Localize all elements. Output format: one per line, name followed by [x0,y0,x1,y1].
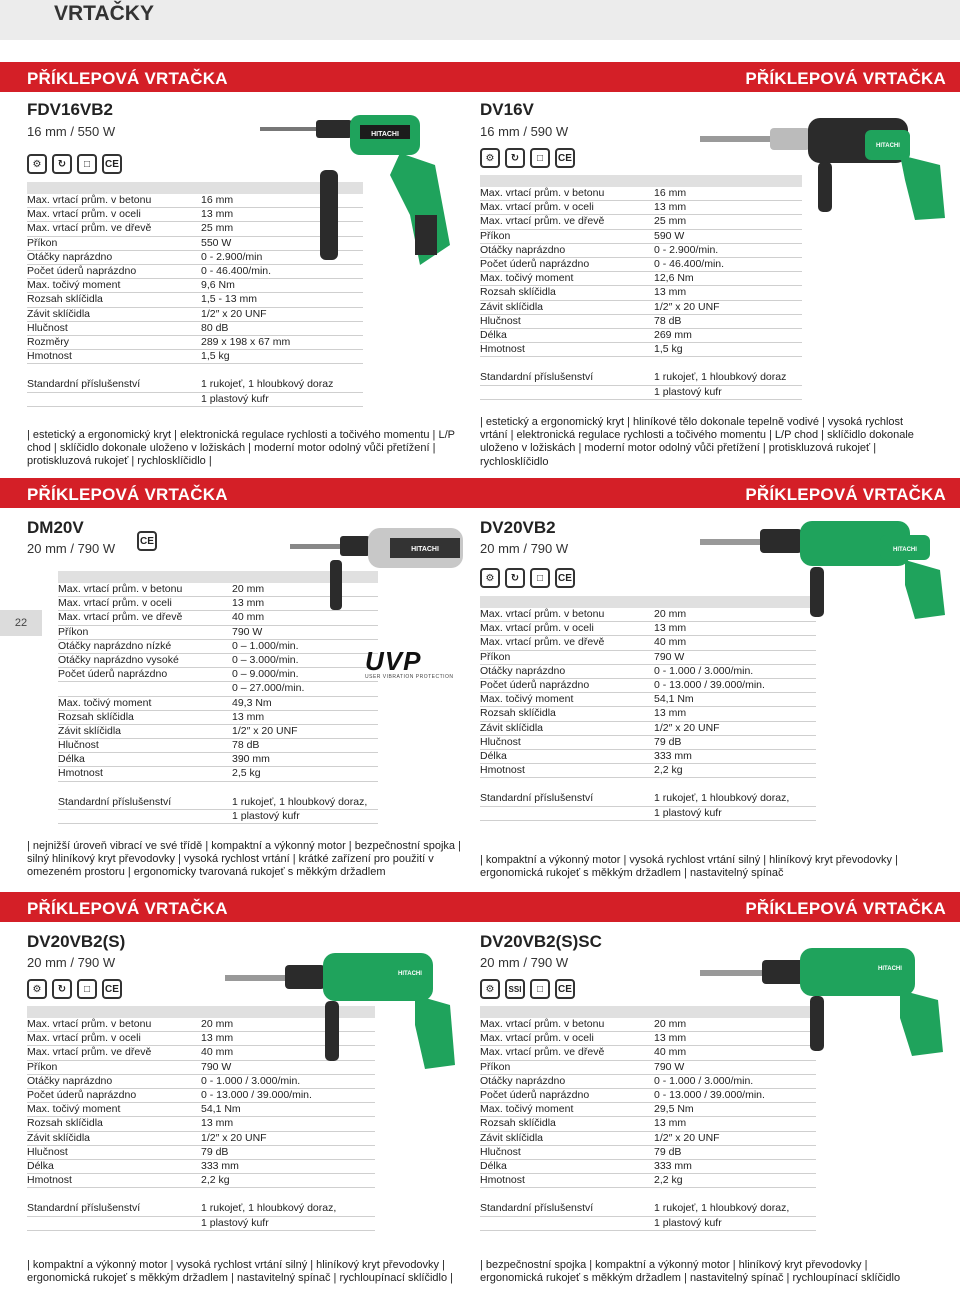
spec-row: Příkon 590 W [480,230,802,244]
rotation-icon: ↻ [52,979,72,999]
shield-icon: ⚙ [480,148,500,168]
spec-row: Max. vrtací prům. ve dřevě 40 mm [27,1046,375,1060]
spec-row: Otáčky naprázdno 0 - 1.000 / 3.000/min. [480,1075,816,1089]
ce-mark-icon: CE [555,979,575,999]
spec-row: Max. vrtací prům. v betonu 20 mm [58,583,378,597]
brand-logo: HITACHI [893,547,917,553]
drill-image-dv20vb2ssc [700,930,950,1060]
spec-row: Otáčky naprázdno 0 - 2.900/min [27,251,363,265]
ssi-icon: SSI [505,979,525,999]
spec-row: Závit sklíčidla 1/2″ x 20 UNF [27,308,363,322]
product-model: DV20VB2(S)SC [480,932,602,951]
shield-icon: ⚙ [480,568,500,588]
spec-row: Příkon 550 W [27,237,363,251]
spec-row: Rozsah sklíčidla 1,5 - 13 mm [27,293,363,307]
spec-row: Hlučnost 79 dB [27,1146,375,1160]
spec-row: Hlučnost 78 dB [480,315,802,329]
spec-row-accessories: Standardní příslušenství 1 rukojeť, 1 hloubkový doraz [480,371,802,385]
shield-icon: ⚙ [27,154,47,174]
spec-row: Hmotnost 2,2 kg [480,1174,816,1188]
section-bar-label-left: PŘÍKLEPOVÁ VRTAČKA [27,69,228,88]
spec-row: Max. vrtací prům. ve dřevě 25 mm [27,222,363,236]
brand-logo: HITACHI [878,966,902,972]
spec-row: Max. točivý moment 12,6 Nm [480,272,802,286]
product-subtitle: 20 mm / 790 W [27,955,116,970]
page-number: 22 [0,610,42,636]
brand-logo: HITACHI [876,143,900,149]
product-subtitle: 16 mm / 550 W [27,124,116,139]
spec-row: Hlučnost 79 dB [480,736,816,750]
product-model: DM20V [27,518,84,537]
spec-row: Hmotnost 1,5 kg [480,343,802,357]
spec-row-accessories-cont: 1 plastový kufr [480,807,816,821]
uvp-logo: UVP USER VIBRATION PROTECTION [365,646,454,680]
product-icons [27,154,122,174]
spec-row-accessories-cont: 1 plastový kufr [480,1217,816,1231]
spec-row: Max. vrtací prům. v oceli 13 mm [58,597,378,611]
square-icon: □ [530,568,550,588]
spec-row: Max. vrtací prům. ve dřevě 40 mm [480,1046,816,1060]
spec-row: Max. vrtací prům. v betonu 20 mm [480,1018,816,1032]
product-model: DV20VB2(S) [27,932,126,951]
spec-row: Otáčky naprázdno 0 - 1.000 / 3.000/min. [27,1075,375,1089]
spec-row-accessories: Standardní příslušenství 1 rukojeť, 1 hloubkový doraz [27,378,363,392]
spec-row: Max. vrtací prům. v oceli 13 mm [480,201,802,215]
spec-row: Délka 333 mm [480,750,816,764]
spec-row: Závit sklíčidla 1/2″ x 20 UNF [480,722,816,736]
drill-image-fdv16vb2 [250,105,460,275]
product-features: | estetický a ergonomický kryt | hliníkové tělo dokonale tepelně vodivé | vysoká rychlost vrtání | elektronická regulace rychlosti a točivého momentu | L/P chod | sklíčidlo dokonale uloženo v ložiskách | moderní motor odolný vůči přetížení | protiskluzová rukojeť | rychlosklíčidlo [480,416,914,468]
spec-row: Příkon 790 W [27,1061,375,1075]
spec-row: Otáčky naprázdno vysoké 0 – 3.000/min. [58,654,378,668]
drill-image-dm20v [290,520,465,620]
spec-row: Rozsah sklíčidla 13 mm [480,707,816,721]
spec-row-accessories-cont: 1 plastový kufr [480,386,802,400]
spec-row: Počet úderů naprázdno 0 - 13.000 / 39.000/min. [480,1089,816,1103]
spec-row-accessories-cont: 1 plastový kufr [27,1217,375,1231]
spec-row: Max. vrtací prům. ve dřevě 25 mm [480,215,802,229]
drill-image-dv20vb2s [225,935,460,1075]
spec-row: Délka 333 mm [480,1160,816,1174]
spec-row: Max. vrtací prům. v betonu 16 mm [480,187,802,201]
spec-row: Max. točivý moment 49,3 Nm [58,697,378,711]
product-subtitle: 20 mm / 790 W [27,541,116,556]
spec-row: Závit sklíčidla 1/2″ x 20 UNF [480,1132,816,1146]
square-icon: □ [77,154,97,174]
product-icons [137,531,157,551]
spec-row: Hlučnost 80 dB [27,322,363,336]
spec-row: Závit sklíčidla 1/2″ x 20 UNF [480,301,802,315]
spec-row: Max. vrtací prům. v betonu 20 mm [480,608,816,622]
spec-row: Rozsah sklíčidla 13 mm [480,1117,816,1131]
spec-row: Hlučnost 78 dB [58,739,378,753]
spec-row: Počet úderů naprázdno 0 - 13.000 / 39.000/min. [480,679,816,693]
spec-row: Otáčky naprázdno 0 - 1.000 / 3.000/min. [480,665,816,679]
product-features: | bezpečnostní spojka | kompaktní a výkonný motor | hliníkový kryt převodovky | ergonomická rukojeť s měkkým držadlem | nastavitelný spínač | rychloupínací sklíčidlo [480,1259,901,1285]
section-bar-label-left: PŘÍKLEPOVÁ VRTAČKA [27,899,228,918]
spec-gap [58,782,378,796]
ce-mark-icon: CE [137,531,157,551]
spec-gap [480,1188,816,1202]
spec-row: Počet úderů naprázdno 0 - 46.400/min. [480,258,802,272]
ce-mark-icon: CE [555,148,575,168]
spec-row: Počet úderů naprázdno 0 - 13.000 / 39.000/min. [27,1089,375,1103]
product-model: DV20VB2 [480,518,556,537]
product-features: | estetický a ergonomický kryt | elektronická regulace rychlosti a točivého momentu | L/P chod | sklíčidlo dokonale uloženo v ložiskách | moderní motor odolný vůči přetížení | protiskluzová rukojeť | rychlosklíčidlo | [27,429,455,468]
product-subtitle: 16 mm / 590 W [480,124,569,139]
spec-row: Max. točivý moment 54,1 Nm [27,1103,375,1117]
spec-row: Příkon 790 W [58,626,378,640]
section-bar-1 [0,62,960,92]
spec-row: Max. vrtací prům. v oceli 13 mm [27,208,363,222]
spec-row: Rozměry 289 x 198 x 67 mm [27,336,363,350]
drill-image-dv20vb2 [700,515,950,625]
spec-row-accessories-cont: 1 plastový kufr [58,810,378,824]
square-icon: □ [530,979,550,999]
spec-row: Hmotnost 1,5 kg [27,350,363,364]
spec-row: Max. vrtací prům. v betonu 16 mm [27,194,363,208]
ce-mark-icon: CE [102,154,122,174]
spec-row: Závit sklíčidla 1/2″ x 20 UNF [58,725,378,739]
product-features: | kompaktní a výkonný motor | vysoká rychlost vrtání silný | hliníkový kryt převodovky | ergonomická rukojeť s měkkým držadlem | nastavitelný spínač [480,854,898,880]
spec-row: Rozsah sklíčidla 13 mm [480,286,802,300]
page-header [0,0,960,40]
spec-row: Rozsah sklíčidla 13 mm [27,1117,375,1131]
spec-row: Max. vrtací prům. ve dřevě 40 mm [480,636,816,650]
section-bar-2 [0,478,960,508]
spec-row: Délka 390 mm [58,753,378,767]
section-bar-label-right: PŘÍKLEPOVÁ VRTAČKA [745,69,946,88]
spec-row: Hmotnost 2,2 kg [27,1174,375,1188]
spec-row: Příkon 790 W [480,651,816,665]
product-icons [480,979,575,999]
spec-row: Max. vrtací prům. v oceli 13 mm [27,1032,375,1046]
spec-row-accessories: Standardní příslušenství 1 rukojeť, 1 hloubkový doraz, [480,1202,816,1216]
spec-row-accessories-cont: 1 plastový kufr [27,393,363,407]
spec-row: Otáčky naprázdno nízké 0 – 1.000/min. [58,640,378,654]
brand-logo: HITACHI [411,546,439,553]
shield-icon: ⚙ [27,979,47,999]
spec-gap [27,1188,375,1202]
product-icons [27,979,122,999]
spec-row: Délka 269 mm [480,329,802,343]
spec-row: Počet úderů naprázdno 0 – 9.000/min. [58,668,378,682]
spec-row: 0 – 27.000/min. [58,682,378,696]
product-model: FDV16VB2 [27,100,113,119]
ce-mark-icon: CE [102,979,122,999]
spec-row: Závit sklíčidla 1/2″ x 20 UNF [27,1132,375,1146]
product-subtitle: 20 mm / 790 W [480,541,569,556]
spec-row-accessories: Standardní příslušenství 1 rukojeť, 1 hloubkový doraz, [27,1202,375,1216]
spec-row: Otáčky naprázdno 0 - 2.900/min. [480,244,802,258]
spec-gap [27,364,363,378]
section-bar-label-left: PŘÍKLEPOVÁ VRTAČKA [27,485,228,504]
section-bar-label-right: PŘÍKLEPOVÁ VRTAČKA [745,899,946,918]
spec-row: Max. točivý moment 29,5 Nm [480,1103,816,1117]
drill-image-dv16v [700,100,950,225]
section-bar-3 [0,892,960,922]
square-icon: □ [530,148,550,168]
spec-row: Max. vrtací prům. ve dřevě 40 mm [58,611,378,625]
spec-row-accessories: Standardní příslušenství 1 rukojeť, 1 hloubkový doraz, [58,796,378,810]
rotation-icon: ↻ [52,154,72,174]
spec-row: Max. točivý moment 54,1 Nm [480,693,816,707]
product-icons [480,568,575,588]
shield-icon: ⚙ [480,979,500,999]
spec-row: Hmotnost 2,2 kg [480,764,816,778]
page-title: VRTAČKY [54,2,154,25]
spec-row: Příkon 790 W [480,1061,816,1075]
product-features: | kompaktní a výkonný motor | vysoká rychlost vrtání silný | hliníkový kryt převodovky | ergonomická rukojeť s měkkým držadlem | nastavitelný spínač | rychloupínací sklíčidlo | [27,1259,453,1285]
spec-row: Max. vrtací prům. v oceli 13 mm [480,622,816,636]
spec-row: Hlučnost 79 dB [480,1146,816,1160]
spec-row: Rozsah sklíčidla 13 mm [58,711,378,725]
spec-row: Max. vrtací prům. v oceli 13 mm [480,1032,816,1046]
rotation-icon: ↻ [505,568,525,588]
spec-table [480,596,816,821]
spec-row-accessories: Standardní příslušenství 1 rukojeť, 1 hloubkový doraz, [480,792,816,806]
spec-gap [480,778,816,792]
spec-row: Max. točivý moment 9,6 Nm [27,279,363,293]
rotation-icon: ↻ [505,148,525,168]
spec-row: Max. vrtací prům. v betonu 20 mm [27,1018,375,1032]
spec-gap [480,357,802,371]
spec-row: Počet úderů naprázdno 0 - 46.400/min. [27,265,363,279]
product-features: | nejnižší úroveň vibrací ve své třídě | kompaktní a výkonný motor | bezpečnostní spojka | silný hliníkový kryt převodovky | vysoká rychlost vrtání | krátké zařízení pro použití v omezeném prostoru | ergonomicky tvarovaná rukojeť s měkkým držadlem [27,840,461,879]
spec-row: Délka 333 mm [27,1160,375,1174]
section-bar-label-right: PŘÍKLEPOVÁ VRTAČKA [745,485,946,504]
brand-logo: HITACHI [371,131,399,138]
spec-row: Hmotnost 2,5 kg [58,767,378,781]
ce-mark-icon: CE [555,568,575,588]
brand-logo: HITACHI [398,971,422,977]
product-model: DV16V [480,100,534,119]
square-icon: □ [77,979,97,999]
product-subtitle: 20 mm / 790 W [480,955,569,970]
product-icons [480,148,575,168]
